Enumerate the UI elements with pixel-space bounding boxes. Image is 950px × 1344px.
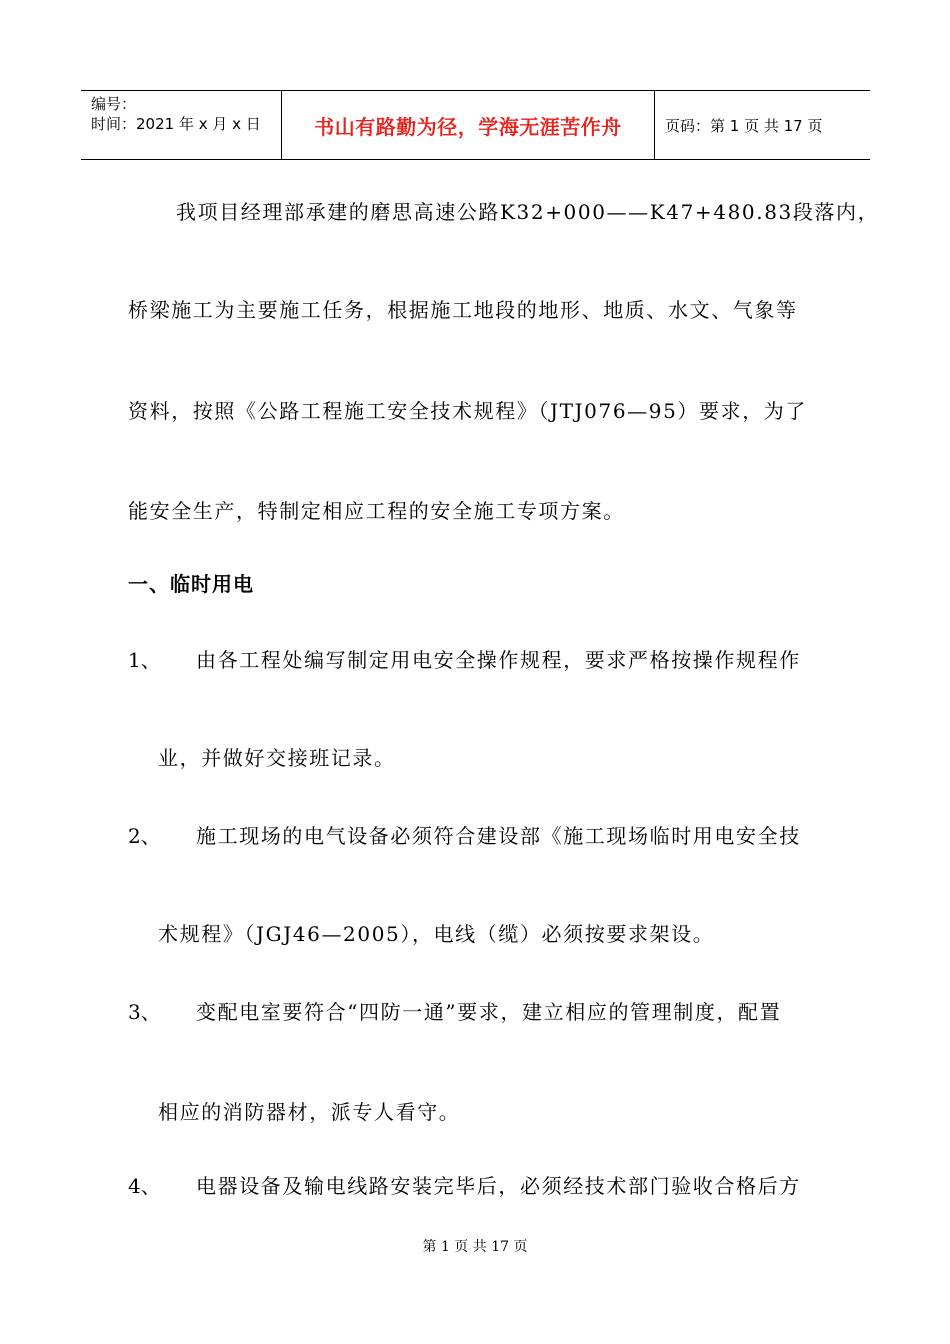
intro-line-4: 能安全生产，特制定相应工程的安全施工专项方案。 <box>128 499 625 523</box>
document-date: 时间：2021 年 x 月 x 日 <box>91 115 261 133</box>
section-title: 一、临时用电 <box>128 572 254 596</box>
item-3-number: 3、 <box>128 1000 161 1024</box>
item-2-line-1: 施工现场的电气设备必须符合建设部《施工现场临时用电安全技 <box>196 824 801 848</box>
item-3-line-1: 变配电室要符合“四防一通”要求，建立相应的管理制度，配置 <box>196 1000 782 1024</box>
item-4-line-1: 电器设备及输电线路安装完毕后，必须经技术部门验收合格后方 <box>196 1174 801 1198</box>
item-4-number: 4、 <box>128 1174 161 1198</box>
motto-text: 书山有路勤为径，学海无涯苦作舟 <box>314 114 622 139</box>
intro-line-1: 我项目经理部承建的磨思高速公路K32+000——K47+480.83段落内， <box>176 200 880 224</box>
item-2-line-2: 术规程》（JGJ46—2005），电线（缆）必须按要求架设。 <box>158 922 715 946</box>
header-motto-cell <box>282 91 655 159</box>
document-number: 编号： <box>91 95 137 113</box>
header-page-cell <box>655 91 870 159</box>
header-page-number: 页码：第 1 页 共 17 页 <box>665 116 823 135</box>
intro-line-2: 桥梁施工为主要施工任务，根据施工地段的地形、地质、水文、气象等 <box>128 298 798 322</box>
page-header <box>81 90 870 160</box>
header-info-cell <box>81 91 282 159</box>
item-1-number: 1、 <box>128 648 161 672</box>
page-footer: 第 1 页 共 17 页 <box>422 1239 528 1255</box>
intro-line-3: 资料，按照《公路工程施工安全技术规程》（JTJ076—95）要求，为了 <box>128 399 807 423</box>
item-1-line-2: 业，并做好交接班记录。 <box>158 746 396 770</box>
item-2-number: 2、 <box>128 824 161 848</box>
item-3-line-2: 相应的消防器材，派专人看守。 <box>158 1100 461 1124</box>
item-1-line-1: 由各工程处编写制定用电安全操作规程，要求严格按操作规程作 <box>196 648 801 672</box>
